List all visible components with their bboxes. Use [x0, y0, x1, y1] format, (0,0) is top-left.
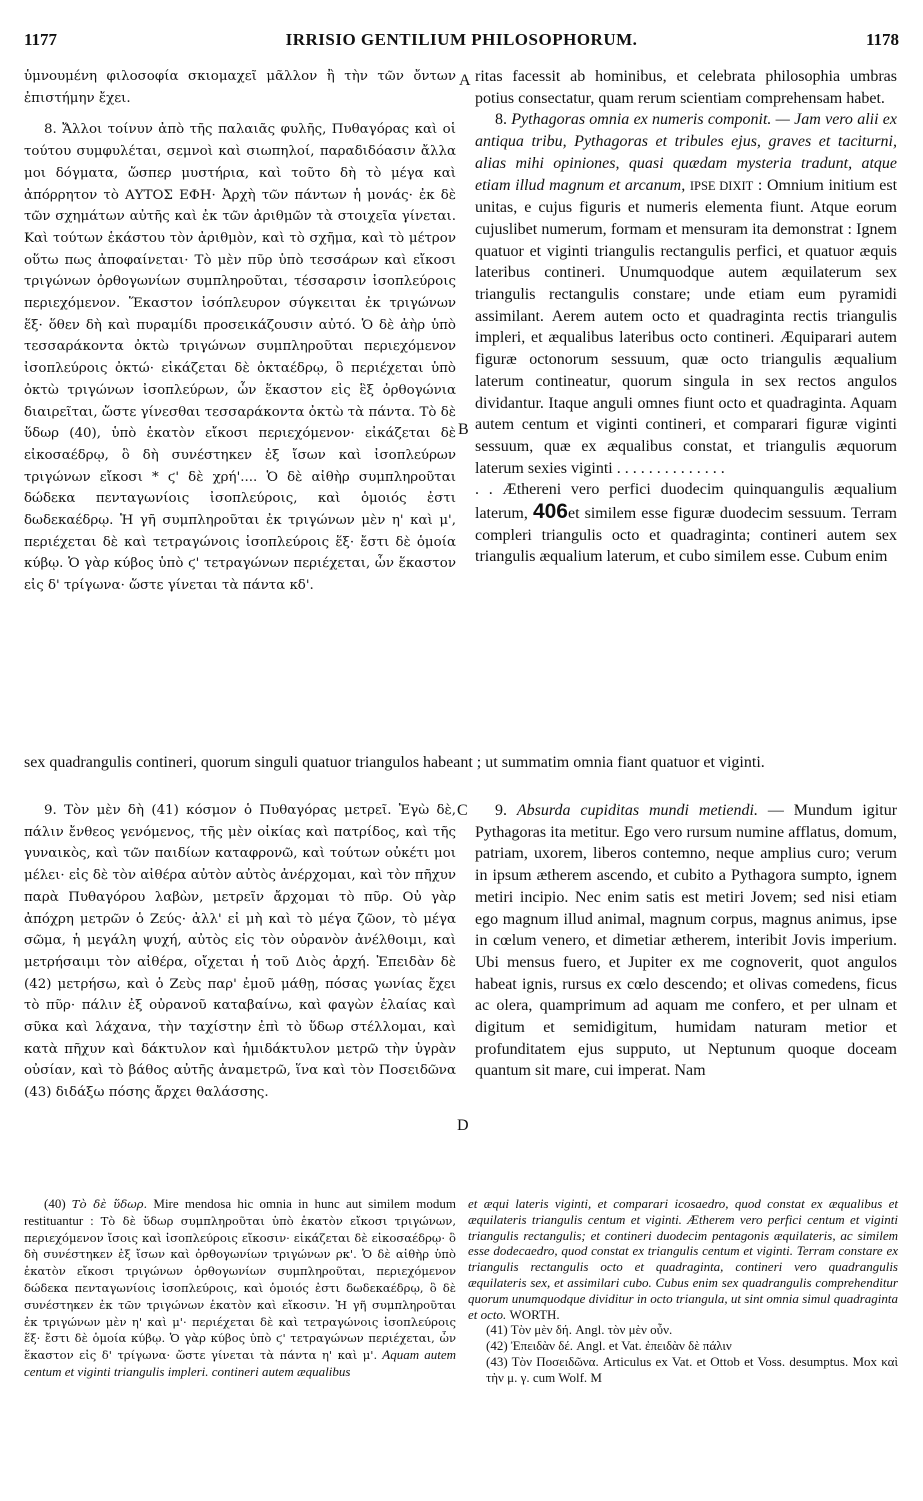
margin-marker-c: C [457, 802, 468, 819]
page-number-left: 1177 [24, 30, 58, 49]
latin-column-bottom [475, 800, 897, 1188]
latin-column-top [475, 66, 897, 750]
footnote-42: (42) Ἐπειδὰν δέ. Angl. et Vat. ἐπειδὰν δὲ πάλιν [486, 1338, 732, 1354]
footnote-text: Aquam autem centum et viginti triangulis impleri. contineri autem æqualibus [24, 1347, 456, 1379]
latin-text: — Mundum igitur Pythagoras ita metitur. Ego vero rursum numine afflatus, domum, patriam, uxorem, liberos contemno, neque amplius curo; verum in ipsum ætherem ascendo, et cubito a Pythagora sumpto, ignem metiri incipio. Nec enim satis est metiri Jovem; sed nisi etiam ego magnum illud animal, magnum corpus, magnus animus, ipse in cœlum venero, et dimetiar ætherem, interibit Jovis imperium. Ubi mensus fuero, et Jupiter ex me cognoverit, quot angulos habeat ignis, rursus ex cœlo descendo; et olivas comedens, ficus ac olera, quamprimum ad aquam me confero, et per ulnam et digitum et semidigitum, humidam naturam metior et profunditatem ejus supputo, ut Neptunum quoque doceam quantum sit mare, cui imperat. Nam [475, 802, 897, 1080]
footnotes-right [468, 1196, 898, 1494]
footnote-text: Mire mendosa hic omnia in hunc aut similem modum restituantur : [24, 1196, 456, 1228]
footnote-43: (43) Τὸν Ποσειδῶνα. Articulus ex Vat. et Ottob et Voss. desumptus. Mox καὶ τὴν μ. γ. cum Wolf. M [486, 1353, 898, 1385]
latin-text: . . Æthereni vero perfici duodecim quinquangulis æqualium laterum, [475, 481, 897, 523]
margin-marker-d: D [457, 1117, 469, 1134]
footnote-continuation [468, 1196, 898, 1322]
running-title: IRRISIO GENTILIUM PHILOSOPHORUM. [285, 30, 638, 49]
greek-paragraph: 8. Ἄλλοι τοίνυν ἀπὸ τῆς παλαιᾶς φυλῆς, Πυθαγόρας καὶ οἱ τούτου συμφυλέται, σεμνοὶ καὶ σιωπηλοί, παραδιδόασιν ἄλλα μοι δόγματα, ὥσπερ μυστήρια, καὶ τοῦτο δὴ τὸ μέγα καὶ ἀπόρρητον τὸ ΑΥΤΟΣ ΕΦΗ· Ἀρχὴ τῶν πάντων ἡ μονάς· ἐκ δὲ τῶν σχημάτων αὐτῆς καὶ ἐκ τῶν ἀριθμῶν τὰ στοιχεῖα γίνεται. Καὶ τούτων ἑκάστου τὸν ἀριθμὸν, καὶ τὸ σχῆμα, καὶ τὸ μέτρον οὕτω πως ἀποφαίνεται· Τὸ μὲν πῦρ ὑπὸ τεσσάρων καὶ εἴκοσι τριγώνων ὀρθογωνίων συμπληροῦται, τέσσαρσιν ἰσοπλεύροις περιεχόμενον. Ἕκαστον ἰσόπλευρον σύγκειται ἐκ τριγώνων ἕξ· ὅθεν δὴ καὶ πυραμίδι προσεικάζουσιν αὐτό. Ὁ δὲ ἀὴρ ὑπὸ τεσσαράκοντα ὀκτὼ τριγώνων συμπληροῦται περιεχόμενον ἰσοπλεύροις ὀκτώ· εἰκάζεται δὲ ὀκταέδρῳ, ὃ περιέχεται ὑπὸ ὀκτὼ τριγώνων ἰσοπλεύρων, ὧν ἕκαστον εἰς ἓξ ὀρθογώνια διαιρεῖται, ὥστε γίνεσθαι τεσσαράκοντα ὀκτὼ τὰ πάντα. Τὸ δὲ ὕδωρ (40), ὑπὸ ἑκατὸν εἴκοσι περιεχόμενον· εἰκάζεται δὲ εἰκοσαέδρῳ, ὃ δὴ συνέστηκεν ἐξ ἴσων καὶ ἰσοπλεύρων τριγώνων εἴκοσι * ϛ' δὲ χρή'.... Ὁ δὲ αἰθὴρ συμπληροῦται δώδεκα πενταγωνίοις ἰσοπλεύροις, καὶ ὁμοιός ἐστι δωδεκαέδρῳ. Ἡ γῆ συμπληροῦται ἐκ τριγώνων μὲν η' καὶ μ', περιέχεται δὲ καὶ τετραγώνοις ἰσοπλεύροις ἕξ· ἔστι δὲ ὁμοία κύβῳ. Ὁ γὰρ κύβος ὑπὸ ϛ' τετραγώνων περιέχεται, ὧν ἕκαστον εἰς δ' τρίγωνα· ὥστε γίνεται τὰ πάντα κδ'. [24, 122, 456, 594]
section-heading: Pythagoras omnia ex numeris componit. — Jam vero alii ex antiqua tribu, Pythagoras et tribules ejus, graves et taciturni, alias mihi opiniones, quasi quædam mysteria tradunt, atque etiam illud magnum et arcanum, [475, 111, 897, 194]
section-heading: Absurda cupiditas mundi metiendi. [516, 802, 758, 819]
greek-column-top [24, 66, 456, 746]
spanning-line: sex quadrangulis contineri, quorum singuli quatuor triangulos habeant ; ut summatim omnia fiant quatuor et viginti. [24, 754, 765, 771]
page-number-right: 1178 [865, 30, 899, 49]
latin-paragraph [475, 479, 897, 568]
footnotes-left [24, 1196, 456, 1494]
greek-paragraph: 9. Τὸν μὲν δὴ (41) κόσμον ὁ Πυθαγόρας μετρεῖ. Ἐγὼ δὲ, πάλιν ἔνθεος γενόμενος, τῆς μὲν οἰκίας καὶ πατρίδος, καὶ τῆς γυναικὸς, καὶ τῶν παιδίων καταφρονῶ, καὶ τούτων οὐκέτι μοι μέλει· εἰς δὲ τὸν αἰθέρα αὐτὸν αὐτὸς ἀνέρχομαι, καὶ τὸν πῆχυν παρὰ Πυθαγόρου λαβὼν, μετρεῖν ἄρχομαι τὸ πῦρ. Οὐ γὰρ ἀπόχρη μετρῶν ὁ Ζεύς· ἀλλ' εἰ μὴ καὶ τὸ μέγα ζῶον, τὸ μέγα σῶμα, ἡ μεγάλη ψυχή, αὐτὸς εἰς τὸν οὐρανὸν ἀνέλθοιμι, καὶ μετρήσαιμι τὸν αἰθέρα, οἴχεται ἡ τοῦ Διὸς ἀρχή. Ἐπειδὰν δὲ (42) μετρήσω, καὶ ὁ Ζεὺς παρ' ἐμοῦ μάθῃ, πόσας γωνίας ἔχει τὸ πῦρ· πάλιν ἐξ οὐρανοῦ καταβαίνω, καὶ φαγὼν ἐλαίας καὶ σῦκα καὶ λάχανα, τὴν ταχίστην ἐπὶ τὸ ὕδωρ στέλλομαι, καὶ κατὰ πῆχυν καὶ δάκτυλον καὶ ἡμιδάκτυλον μετρῶ τὴν ὑγρὰν οὐσίαν, καὶ τὸ βάθος αὐτῆς ἀναμετρῶ, ἵνα καὶ τὸν Ποσειδῶνα (43) διδάξω πόσης ἄρχει θαλάσσης. [24, 803, 456, 1101]
latin-paragraph [475, 800, 897, 1082]
footnote-41: (41) Τὸν μὲν δή. Angl. τὸν μὲν οὖν. [486, 1322, 673, 1338]
section-number: 8. [495, 111, 512, 129]
greek-paragraph: ὑμνουμένη φιλοσοφία σκιομαχεῖ μᾶλλον ἢ τὴν τῶν ὄντων ἐπιστήμην ἔχει. [24, 69, 456, 106]
latin-paragraph: ritas facessit ab hominibus, et celebrata philosophia umbras potius consectatur, quam rerum scientiam comprehensam habet. [475, 68, 897, 107]
margin-marker-a: A [459, 72, 471, 89]
footnote-signature: WORTH. [509, 1306, 560, 1322]
footnote-ref: (40) [44, 1196, 66, 1211]
running-header [24, 30, 899, 56]
ipse-dixit: IPSE DIXIT [689, 178, 754, 193]
column-number-406: 406 [532, 500, 568, 524]
latin-text: et similem esse figuræ duodecim sessuum. Terram compleri triangulis octo et quadraginta; contineri autem sex triangulis æqualium laterum, et cubo similem esse. Cubum enim [475, 505, 897, 566]
latin-paragraph [475, 109, 897, 479]
margin-marker-b: B [458, 421, 469, 438]
greek-column-bottom [24, 800, 456, 1188]
footnote-text: et æqui lateris viginti, et comparari icosaedro, quod constat ex æqualibus et æquilateris triangulis centum et viginti. Ætherem vero perfici centum et viginti triangulis rectangulis; et contineri duodecim pentagonis æquilateris, ac similem esse dodecaedro, quod constat ex triangulis centum et viginti. Terram constare ex triangulis rectangulis octo et quadraginta, contineri vero quadrangulis æquilateris sex, et assimilari cubo. Cubus enim sex quadrangulis comprehenditur quorum unumquodque dividitur in octo triangula, ut sint omnia simul quadraginta et octo. [468, 1196, 898, 1322]
footnote-greek: Τὸ δὲ ὕδωρ συμπληροῦται ὑπὸ ἑκατὸν εἴκοσι τριγώνων, περιεχόμενον ἴσοις καὶ ἰσοπλεύροις εἴκοσιν· εἰκάζεται δὲ εἰκοσαέδρῳ· ὃ δὴ συνέστηκεν ἐξ ἴσων καὶ ὀρθογωνίων τριγώνων ρκ'. Ὁ δὲ αἰθὴρ ὑπὸ ἑκατὸν εἴκοσι τριγώνων ὀρθογωνίων συμπληροῦται, περιεχόμενον δώδεκα πενταγωνίοις ἰσοπλεύροις, καὶ ὁμοιός ἐστι δωδεκαέδρῳ, ὃ δὲ συνέστηκεν ἐκ τῶν τριγώνων ἑκατὸν καὶ εἴκοσιν. Ἡ γῆ συμπληροῦται ἐκ τριγώνων μὲν η' καὶ μ'· περιέχεται δὲ καὶ τετραγώνοις ἰσοπλεύροις ἕξ· ἔστι δὲ ὁμοία κύβῳ. Ὁ γὰρ κύβος ὑπὸ ϛ' τετραγώνων περιέχεται, ὧν ἕκαστον εἰς δ' τρίγωνα· ὥστε γίνεται τὰ πάντα η' καὶ μ'. [24, 1213, 456, 1363]
latin-text: : Omnium initium est unitas, e cujus figuris et numeris elementa fiunt. Atque eorum cujuslibet numerum, formam et mensuram ita demonstrat : Ignem quatuor et viginti triangulis rectangulis perfici, et quatuor æquis lateribus contineri. Unumquodque autem æquilaterum sex triangulis rectangulis constare; unde etiam eum pyramidi assimilant. Aerem autem octo et quadraginta rectis triangulis impleri, et æqualibus lateribus octo contineri. Æquiparari autem figuræ octonorum sessuum, quæ octo triangulis æqualium laterum contineatur, quorum singula in sex rectos angulos dividantur. Itaque anguli omnes fiunt octo et quadraginta. Aquam autem centum et viginti contineri, et comparari figuræ viginti sessuum, quæ ex æqualibus constat, et triangulis æquorum laterum sexies viginti . . . . . . . . . . . . . . [475, 176, 897, 477]
footnote-lemma: Τὸ δὲ ὕδωρ. [71, 1197, 148, 1211]
section-number: 9. [495, 802, 507, 819]
footnote-40 [24, 1196, 456, 1380]
